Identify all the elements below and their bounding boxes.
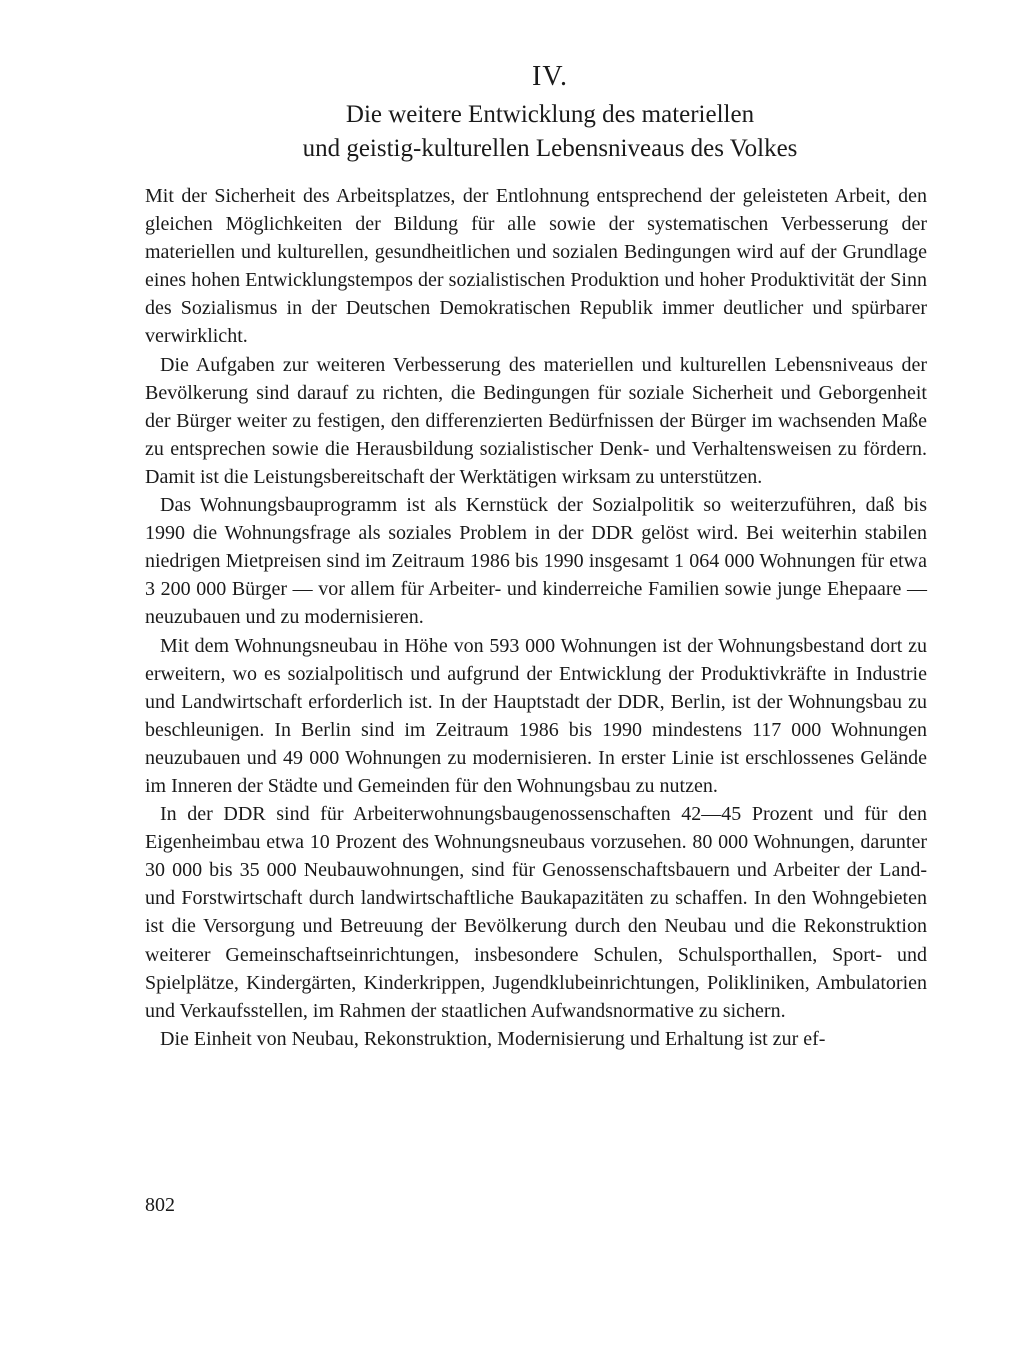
body-text <box>145 182 927 1053</box>
paragraph-1: Mit der Sicherheit des Arbeitsplatzes, der Entlohnung entsprechend der geleisteten Arbeit, den gleichen Möglichkeiten der Bildung für alle sowie der systematischen Verbesserung der materiellen und kulturellen, gesundheitlichen und sozialen Bedingungen wird auf der Grundlage eines hohen Entwicklungstempos der sozialistischen Produktion und hoher Produktivität der Sinn des Sozialismus in der Deutschen Demokratischen Republik immer deutlicher und spürbarer verwirklicht. <box>145 185 927 348</box>
paragraph-6: Die Einheit von Neubau, Rekonstruktion, Modernisierung und Erhaltung ist zur ef- <box>160 1027 826 1050</box>
paragraph-2: Die Aufgaben zur weiteren Verbesserung des materiellen und kulturellen Lebensniveaus der Bevölkerung sind darauf zu richten, die Bedingungen für soziale Sicherheit und Geborgenheit der Bürger weiter zu festigen, den differenzierten Bedürfnissen der Bürger im wachsenden Maße zu entsprechen sowie die Herausbildung sozialistischer Denk- und Verhaltensweisen zu fördern. Damit ist die Leistungsbereitschaft der Werktätigen wirksam zu unterstützen. <box>145 353 927 488</box>
section-title-line-2: und geistig-kulturellen Lebensniveaus des Volkes <box>302 135 798 162</box>
section-numeral: IV. <box>532 61 568 92</box>
page-number: 802 <box>145 1194 175 1216</box>
paragraph-4: Mit dem Wohnungsneubau in Höhe von 593 000 Wohnungen ist der Wohnungsbestand dort zu erweitern, wo es sozialpolitisch und aufgrund der Entwicklung der Produktivkräfte in Industrie und Landwirtschaft erforderlich ist. In der Hauptstadt der DDR, Berlin, ist der Wohnungsbau zu beschleunigen. In Berlin sind im Zeitraum 1986 bis 1990 mindestens 117 000 Wohnungen neuzubauen und 49 000 Wohnungen zu modernisieren. In erster Linie ist erschlossenes Gelände im Inneren der Städte und Gemeinden für den Wohnungsbau zu nutzen. <box>145 634 927 797</box>
paragraph-3: Das Wohnungsbauprogramm ist als Kernstück der Sozialpolitik so weiterzuführen, daß bis 1990 die Wohnungsfrage als soziales Problem in der DDR gelöst wird. Bei weiterhin stabilen niedrigen Mietpreisen sind im Zeitraum 1986 bis 1990 insgesamt 1 064 000 Wohnungen für etwa 3 200 000 Bürger — vor allem für Arbeiter- und kinderreiche Familien sowie junge Ehepaare — neuzubauen und zu modernisieren. <box>145 494 927 629</box>
section-title-line-1: Die weitere Entwicklung des materiellen <box>345 101 755 128</box>
paragraph-5: In der DDR sind für Arbeiterwohnungsbaugenossenschaften 42—45 Prozent und für den Eigenheimbau etwa 10 Prozent des Wohnungsneubaus vorzusehen. 80 000 Wohnungen, darunter 30 000 bis 35 000 Neubauwohnungen, sind für Genossenschaftsbauern und Arbeiter der Land- und Forstwirtschaft durch landwirtschaftliche Baukapazitäten zu schaffen. In den Wohngebieten ist die Versorgung und Betreuung der Bevölkerung durch den Neubau und die Rekonstruktion weiterer Gemeinschaftseinrichtungen, insbesondere Schulen, Schulsporthallen, Sport- und Spielplätze, Kindergärten, Kinderkrippen, Jugendklubeinrichtungen, Polikliniken, Ambulatorien und Verkaufsstellen, im Rahmen der staatlichen Aufwandsnormative zu sichern. <box>145 803 927 1022</box>
section-heading <box>145 60 925 166</box>
